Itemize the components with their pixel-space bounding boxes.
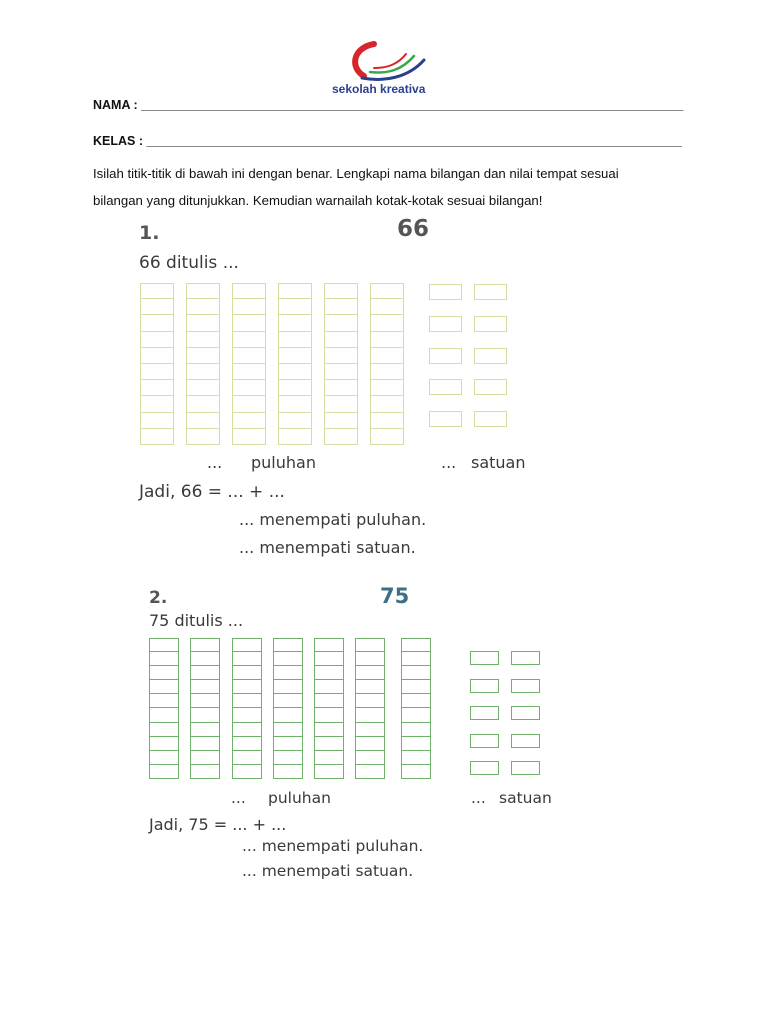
ten-rod[interactable] (190, 638, 220, 779)
ten-rod-cell[interactable] (355, 751, 385, 765)
ten-rod-cell[interactable] (355, 708, 385, 722)
ten-rod-cell[interactable] (324, 299, 358, 315)
ten-rod-cell[interactable] (324, 364, 358, 380)
nama-line[interactable]: ______________________________________________________________________________ (141, 98, 684, 112)
unit-box[interactable] (429, 348, 462, 364)
ten-rod-cell[interactable] (186, 348, 220, 364)
ten-rod-cell[interactable] (149, 737, 179, 751)
ten-rod-cell[interactable] (314, 708, 344, 722)
ten-rod-cell[interactable] (149, 652, 179, 666)
ten-rod-cell[interactable] (186, 429, 220, 445)
ten-rod-cell[interactable] (278, 283, 312, 299)
ten-rod-cell[interactable] (401, 694, 431, 708)
ten-rod-cell[interactable] (324, 332, 358, 348)
ten-rod-cell[interactable] (314, 765, 344, 779)
ten-rod-cell[interactable] (149, 694, 179, 708)
ten-rod[interactable] (401, 638, 431, 779)
ten-rod-cell[interactable] (314, 666, 344, 680)
kelas-label: KELAS : (93, 134, 147, 148)
ten-rod-cell[interactable] (232, 429, 266, 445)
ten-rod-cell[interactable] (324, 283, 358, 299)
ten-rod-cell[interactable] (232, 638, 262, 652)
ten-rod-cell[interactable] (186, 283, 220, 299)
ten-rod[interactable] (232, 283, 266, 445)
ten-rod-cell[interactable] (324, 413, 358, 429)
unit-box[interactable] (474, 348, 507, 364)
ten-rod-cell[interactable] (149, 751, 179, 765)
ten-rod-cell[interactable] (273, 751, 303, 765)
ten-rod-cell[interactable] (140, 413, 174, 429)
ten-rod-cell[interactable] (190, 723, 220, 737)
ten-rod-cell[interactable] (355, 737, 385, 751)
ten-rod-cell[interactable] (324, 315, 358, 331)
ten-rod-cell[interactable] (186, 332, 220, 348)
unit-box[interactable] (470, 761, 499, 775)
ten-rod-cell[interactable] (273, 680, 303, 694)
ten-rod[interactable] (355, 638, 385, 779)
ten-rod-cell[interactable] (232, 708, 262, 722)
ten-rod-cell[interactable] (355, 694, 385, 708)
ten-rod-cell[interactable] (278, 348, 312, 364)
ten-rod-cell[interactable] (140, 348, 174, 364)
ten-rod-cell[interactable] (314, 751, 344, 765)
ten-rod-cell[interactable] (232, 332, 266, 348)
ten-rod-cell[interactable] (401, 737, 431, 751)
ten-rod-cell[interactable] (278, 396, 312, 412)
ten-rod[interactable] (278, 283, 312, 445)
ten-rod-cell[interactable] (324, 348, 358, 364)
ten-rod-cell[interactable] (314, 680, 344, 694)
nama-label: NAMA : (93, 98, 142, 112)
ten-rod-cell[interactable] (140, 364, 174, 380)
ten-rod-cell[interactable] (273, 737, 303, 751)
ten-rod-cell[interactable] (324, 380, 358, 396)
unit-box[interactable] (474, 379, 507, 395)
exercise-2-tens-place: ... menempati puluhan. (242, 837, 424, 855)
exercise-2-label: 2. (149, 588, 168, 608)
ten-rod-cell[interactable] (190, 638, 220, 652)
ten-rod-cell[interactable] (232, 680, 262, 694)
ten-rod-cell[interactable] (355, 652, 385, 666)
ten-rod-cell[interactable] (190, 680, 220, 694)
ten-rod-cell[interactable] (273, 708, 303, 722)
ten-rod-cell[interactable] (370, 315, 404, 331)
ten-rod[interactable] (273, 638, 303, 779)
ten-rod-cell[interactable] (232, 364, 266, 380)
ten-rod-cell[interactable] (370, 396, 404, 412)
ten-rod-cell[interactable] (232, 348, 266, 364)
ten-rod-cell[interactable] (401, 708, 431, 722)
ten-rod-cell[interactable] (186, 380, 220, 396)
ten-rod-cell[interactable] (149, 638, 179, 652)
ten-rod-cell[interactable] (273, 765, 303, 779)
ten-rod[interactable] (140, 283, 174, 445)
ten-rod-cell[interactable] (232, 751, 262, 765)
unit-box[interactable] (474, 316, 507, 332)
ten-rod-cell[interactable] (278, 380, 312, 396)
ten-rod[interactable] (232, 638, 262, 779)
exercise-1-label: 1. (139, 222, 160, 244)
ten-rod-cell[interactable] (273, 694, 303, 708)
ten-rod-cell[interactable] (370, 364, 404, 380)
ten-rod[interactable] (314, 638, 344, 779)
unit-box[interactable] (474, 411, 507, 427)
ten-rod-cell[interactable] (401, 723, 431, 737)
ten-rod-cell[interactable] (149, 666, 179, 680)
exercise-1-written: 66 ditulis ... (139, 253, 239, 273)
exercise-2-tens-label: puluhan (268, 789, 331, 807)
ten-rod[interactable] (149, 638, 179, 779)
ten-rod[interactable] (324, 283, 358, 445)
unit-box[interactable] (429, 316, 462, 332)
ten-rod-cell[interactable] (370, 283, 404, 299)
instruction-line-2: bilangan yang ditunjukkan. Kemudian warnailah kotak-kotak sesuai bilangan! (93, 193, 543, 208)
ten-rod-cell[interactable] (355, 638, 385, 652)
ten-rod-cell[interactable] (370, 429, 404, 445)
unit-box[interactable] (429, 411, 462, 427)
exercise-2-written: 75 ditulis ... (149, 611, 244, 630)
ten-rod-cell[interactable] (273, 638, 303, 652)
exercise-1-ones-dots: ... (441, 453, 457, 472)
ten-rod[interactable] (370, 283, 404, 445)
unit-box[interactable] (429, 379, 462, 395)
unit-box[interactable] (511, 761, 540, 775)
ten-rod-cell[interactable] (232, 723, 262, 737)
exercise-2-equation: Jadi, 75 = ... + ... (149, 815, 287, 834)
ten-rod-cell[interactable] (278, 315, 312, 331)
ten-rod-cell[interactable] (140, 315, 174, 331)
ten-rod-cell[interactable] (314, 694, 344, 708)
exercise-1-number: 66 (397, 216, 430, 242)
ten-rod-cell[interactable] (186, 299, 220, 315)
ten-rod-cell[interactable] (190, 737, 220, 751)
exercise-2-ones-label: satuan (499, 789, 552, 807)
ten-rod-cell[interactable] (355, 666, 385, 680)
ten-rod-cell[interactable] (140, 380, 174, 396)
ten-rod-cell[interactable] (232, 666, 262, 680)
ten-rod-cell[interactable] (140, 396, 174, 412)
ten-rod-cell[interactable] (232, 380, 266, 396)
school-logo (330, 38, 460, 102)
ten-rod-cell[interactable] (186, 396, 220, 412)
ten-rod-cell[interactable] (232, 652, 262, 666)
unit-box[interactable] (511, 706, 540, 720)
ten-rod-cell[interactable] (355, 765, 385, 779)
unit-box[interactable] (511, 734, 540, 748)
ten-rod-cell[interactable] (190, 694, 220, 708)
unit-box[interactable] (470, 706, 499, 720)
unit-box[interactable] (470, 679, 499, 693)
ten-rod-cell[interactable] (190, 708, 220, 722)
logo-swoosh-icon (344, 38, 440, 82)
ten-rod-cell[interactable] (370, 332, 404, 348)
ten-rod-cell[interactable] (232, 299, 266, 315)
ten-rod-cell[interactable] (232, 413, 266, 429)
ten-rod-cell[interactable] (370, 299, 404, 315)
ten-rod-cell[interactable] (232, 283, 266, 299)
exercise-2-tens-dots: ... (231, 789, 246, 807)
kelas-line[interactable]: _____________________________________________________________________________ (146, 134, 682, 148)
unit-box[interactable] (470, 651, 499, 665)
exercise-1-tens-place: ... menempati puluhan. (239, 510, 427, 529)
logo-text: sekolah kreativa (332, 82, 426, 96)
exercise-2-ones-place: ... menempati satuan. (242, 862, 414, 880)
ten-rod-cell[interactable] (401, 751, 431, 765)
ten-rod-cell[interactable] (149, 680, 179, 694)
ten-rod-cell[interactable] (149, 708, 179, 722)
ten-rod-cell[interactable] (370, 348, 404, 364)
ten-rod-cell[interactable] (273, 666, 303, 680)
unit-box[interactable] (511, 651, 540, 665)
ten-rod-cell[interactable] (140, 283, 174, 299)
ten-rod-cell[interactable] (232, 694, 262, 708)
exercise-1-ones-place: ... menempati satuan. (239, 538, 416, 557)
ten-rod-cell[interactable] (149, 765, 179, 779)
ten-rod-cell[interactable] (370, 413, 404, 429)
ten-rod-cell[interactable] (314, 638, 344, 652)
unit-box[interactable] (470, 734, 499, 748)
ten-rod-cell[interactable] (314, 723, 344, 737)
ten-rod-cell[interactable] (140, 332, 174, 348)
ten-rod-cell[interactable] (314, 737, 344, 751)
ten-rod-cell[interactable] (401, 680, 431, 694)
nama-field[interactable] (93, 98, 683, 112)
ten-rod-cell[interactable] (273, 723, 303, 737)
ten-rod-cell[interactable] (355, 680, 385, 694)
ten-rod-cell[interactable] (190, 666, 220, 680)
exercise-1-ones-label: satuan (471, 453, 526, 472)
ten-rod-cell[interactable] (232, 315, 266, 331)
ten-rod-cell[interactable] (401, 638, 431, 652)
ten-rod-cell[interactable] (186, 315, 220, 331)
ten-rod-cell[interactable] (314, 652, 344, 666)
ten-rod-cell[interactable] (324, 429, 358, 445)
unit-box[interactable] (474, 284, 507, 300)
ten-rod-cell[interactable] (232, 396, 266, 412)
exercise-2-ones-dots: ... (471, 789, 486, 807)
ten-rod-cell[interactable] (401, 652, 431, 666)
ten-rod-cell[interactable] (355, 723, 385, 737)
ten-rod-cell[interactable] (278, 299, 312, 315)
ten-rod-cell[interactable] (149, 723, 179, 737)
ten-rod-cell[interactable] (401, 765, 431, 779)
ten-rod-cell[interactable] (324, 396, 358, 412)
ten-rod-cell[interactable] (278, 413, 312, 429)
unit-box[interactable] (511, 679, 540, 693)
kelas-field[interactable] (93, 134, 682, 148)
ten-rod-cell[interactable] (370, 380, 404, 396)
ten-rod-cell[interactable] (190, 765, 220, 779)
exercise-1-tens-dots: ... (207, 453, 223, 472)
ten-rod-cell[interactable] (232, 737, 262, 751)
ten-rod-cell[interactable] (186, 413, 220, 429)
ten-rod-cell[interactable] (190, 652, 220, 666)
ten-rod-cell[interactable] (273, 652, 303, 666)
exercise-2-number: 75 (380, 584, 410, 608)
ten-rod-cell[interactable] (140, 299, 174, 315)
exercise-1-equation: Jadi, 66 = ... + ... (139, 482, 285, 502)
instruction-line-1: Isilah titik-titik di bawah ini dengan benar. Lengkapi nama bilangan dan nilai tempat sesuai (93, 166, 619, 181)
unit-box[interactable] (429, 284, 462, 300)
ten-rod-cell[interactable] (278, 332, 312, 348)
exercise-1-tens-label: puluhan (251, 453, 316, 472)
ten-rod[interactable] (186, 283, 220, 445)
ten-rod-cell[interactable] (232, 765, 262, 779)
ten-rod-cell[interactable] (190, 751, 220, 765)
ten-rod-cell[interactable] (186, 364, 220, 380)
ten-rod-cell[interactable] (278, 429, 312, 445)
ten-rod-cell[interactable] (140, 429, 174, 445)
ten-rod-cell[interactable] (278, 364, 312, 380)
ten-rod-cell[interactable] (401, 666, 431, 680)
